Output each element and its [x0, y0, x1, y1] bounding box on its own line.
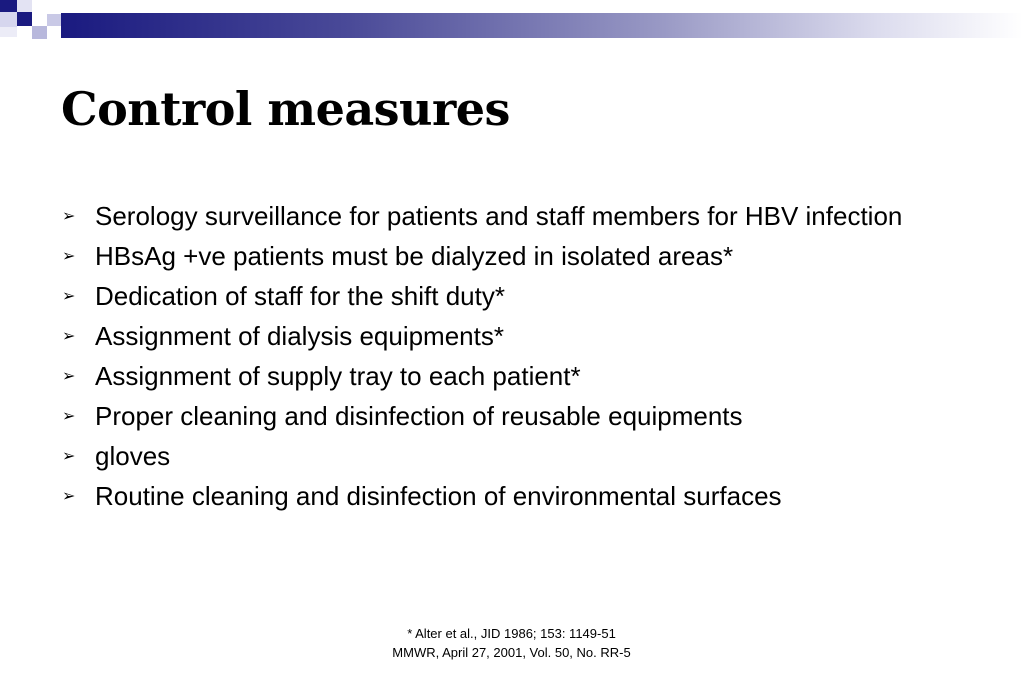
- bullet-item: [60, 400, 960, 433]
- arrow-bullet-icon: ➢: [62, 488, 76, 505]
- slide-title: Control measures: [61, 82, 510, 136]
- arrow-bullet-icon: ➢: [62, 368, 76, 385]
- decor-square: [47, 14, 61, 26]
- header-gradient-bar: [61, 13, 1023, 38]
- decor-square: [32, 26, 47, 39]
- bullet-item: [60, 320, 960, 353]
- bullet-item: [60, 360, 960, 393]
- arrow-bullet-icon: ➢: [62, 208, 76, 225]
- bullet-item: [60, 440, 960, 473]
- footnote-line: MMWR, April 27, 2001, Vol. 50, No. RR-5: [392, 645, 631, 660]
- bullet-text: HBsAg +ve patients must be dialyzed in isolated areas*: [95, 241, 734, 271]
- bullet-text: Dedication of staff for the shift duty*: [95, 281, 505, 311]
- bullet-item: [60, 280, 960, 313]
- decor-square: [0, 12, 17, 27]
- bullet-item: [60, 240, 960, 273]
- bullet-item: [60, 480, 960, 513]
- bullet-list: [60, 200, 960, 520]
- bullet-text: Proper cleaning and disinfection of reusable equipments: [95, 401, 743, 431]
- bullet-text: Serology surveillance for patients and staff members for HBV infection: [95, 201, 903, 231]
- arrow-bullet-icon: ➢: [62, 448, 76, 465]
- bullet-text: Routine cleaning and disinfection of environmental surfaces: [95, 481, 782, 511]
- arrow-bullet-icon: ➢: [62, 408, 76, 425]
- arrow-bullet-icon: ➢: [62, 288, 76, 305]
- bullet-text: Assignment of dialysis equipments*: [95, 321, 504, 351]
- decor-square: [17, 0, 32, 12]
- arrow-bullet-icon: ➢: [62, 328, 76, 345]
- bullet-text: Assignment of supply tray to each patient*: [95, 361, 581, 391]
- bullet-item: [60, 200, 960, 233]
- arrow-bullet-icon: ➢: [62, 248, 76, 265]
- footnote: [0, 624, 1023, 662]
- decor-square: [17, 12, 32, 26]
- footnote-line: * Alter et al., JID 1986; 153: 1149-51: [407, 626, 616, 641]
- decor-square: [32, 0, 45, 12]
- decor-square: [0, 0, 17, 12]
- decor-square: [0, 27, 17, 37]
- bullet-text: gloves: [95, 441, 171, 471]
